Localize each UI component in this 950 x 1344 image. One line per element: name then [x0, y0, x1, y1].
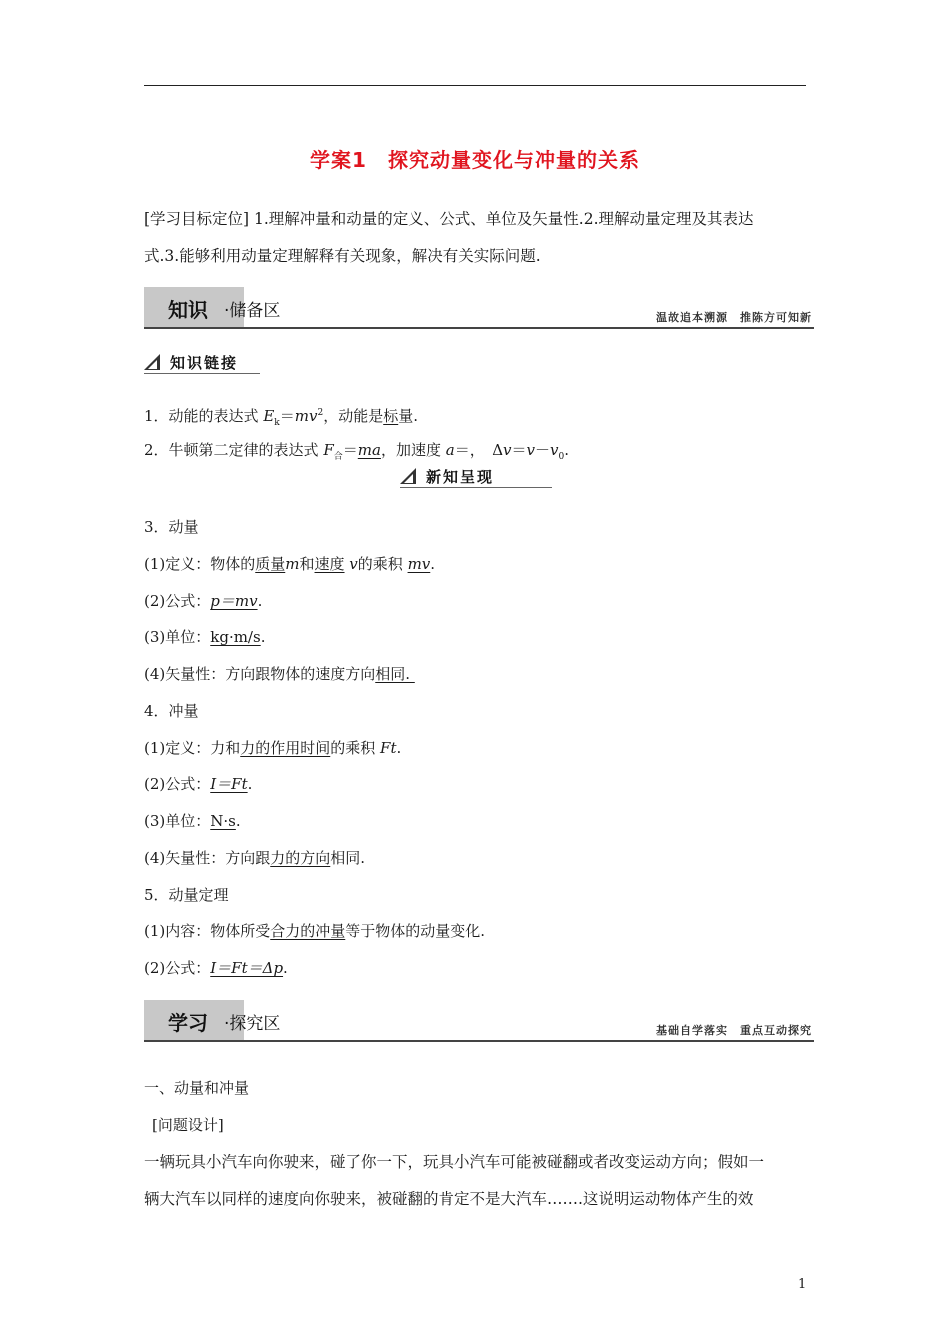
- impulse-unit: (3)单位：N·s.: [144, 812, 241, 830]
- link-item-1: 1．动能的表达式 $E_k=mv^2$，动能是标量.: [144, 407, 419, 428]
- page-title: 学案1 探究动量变化与冲量的关系: [310, 148, 640, 172]
- subsection-new-knowledge: [400, 466, 552, 488]
- subsection-underline: [144, 373, 260, 374]
- band-title: 知识: [168, 298, 208, 322]
- band-motto: 基础自学落实 重点互动探究: [656, 1024, 812, 1037]
- band-title: 学习: [168, 1011, 208, 1035]
- impulse-heading: 4．冲量: [144, 702, 199, 720]
- theorem-content: (1)内容：物体所受合力的冲量等于物体的动量变化.: [144, 922, 486, 940]
- impulse-definition: (1)定义：力和力的作用时间的乘积 Ft.: [144, 739, 402, 757]
- momentum-definition: (1)定义：物体的质量m和速度 v的乘积 mv.: [144, 555, 436, 573]
- section-band-knowledge: [144, 287, 814, 331]
- section-band-study: [144, 1000, 814, 1044]
- header-rule: [144, 85, 806, 86]
- band-rule: [144, 1040, 814, 1042]
- band-subtitle: ·储备区: [224, 301, 281, 321]
- theorem-heading: 5．动量定理: [144, 886, 229, 904]
- theorem-formula: (2)公式：I＝Ft＝Δp.: [144, 959, 288, 977]
- subsection-knowledge-links: [144, 352, 264, 374]
- subsection-label: 新知呈现: [426, 468, 495, 486]
- study-heading: 一、动量和冲量: [144, 1079, 250, 1097]
- band-rule: [144, 327, 814, 329]
- subsection-label: 知识链接: [170, 354, 239, 372]
- momentum-unit: (3)单位：kg·m/s.: [144, 628, 266, 646]
- study-paragraph-line-1: 一辆玩具小汽车向你驶来，碰了你一下，玩具小汽车可能被碰翻或者改变运动方向；假如一: [144, 1153, 765, 1171]
- learning-goal-line-2: 式.3.能够利用动量定理解释有关现象，解决有关实际问题.: [144, 247, 541, 265]
- page-number: 1: [798, 1277, 807, 1292]
- subsection-underline: [400, 487, 552, 488]
- problem-design-label: [问题设计]: [152, 1116, 224, 1134]
- momentum-formula: (2)公式：p＝mv.: [144, 592, 263, 610]
- momentum-vector: (4)矢量性：方向跟物体的速度方向相同.: [144, 665, 415, 683]
- momentum-heading: 3．动量: [144, 518, 199, 536]
- impulse-formula: (2)公式：I＝Ft.: [144, 775, 253, 793]
- learning-goal-line-1: [学习目标定位] 1.理解冲量和动量的定义、公式、单位及矢量性.2.理解动量定理及其表达: [144, 210, 754, 228]
- impulse-vector: (4)矢量性：方向跟力的方向相同.: [144, 849, 366, 867]
- band-subtitle: ·探究区: [224, 1014, 281, 1034]
- link-item-2: 2．牛顿第二定律的表达式 $F_合=ma$，加速度 a＝， $\Delta v=v-v_0$.: [144, 441, 570, 462]
- band-motto: 温故追本溯源 推陈方可知新: [656, 311, 812, 324]
- study-paragraph-line-2: 辆大汽车以同样的速度向你驶来，被碰翻的肯定不是大汽车…….这说明运动物体产生的效: [144, 1190, 754, 1208]
